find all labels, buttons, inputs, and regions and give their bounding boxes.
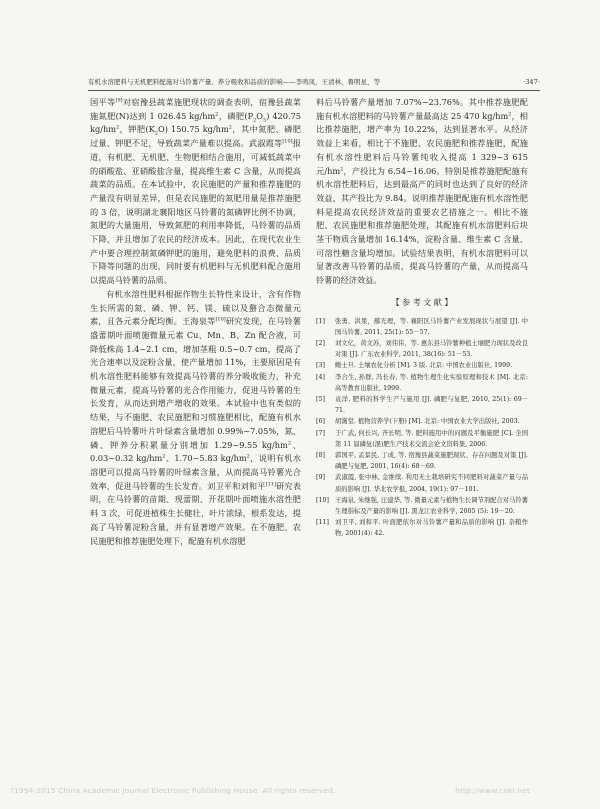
reference-text: 鲍士旦. 土壤农化分析 [M]. 3 版. 北京: 中国农业出版社, 1999.: [335, 362, 513, 370]
reference-item: [316, 517, 528, 539]
reference-number: [1]: [316, 317, 325, 325]
reference-number: [9]: [316, 474, 325, 482]
reference-text: 刘卫平, 刘和平. 叶面肥依尔对马铃薯产量和品质的影响 [J]. 杂粮作物, 2001(4): 42.: [335, 519, 528, 538]
reference-number: [3]: [316, 362, 325, 370]
reference-number: [4]: [316, 373, 325, 381]
reference-number: [10]: [316, 496, 329, 504]
reference-text: 武淑霞, 张中林, 金维续. 利用无土栽培研究不同肥料对蔬菜产量与品质的影响 [J]. 华北农学报, 2004, 19(1): 97－101.: [335, 474, 528, 493]
reference-item: [316, 338, 528, 360]
body-paragraph: 国平等[9]对宿豫县蔬菜施肥现状的调查表明，宿豫县蔬菜施氮肥(N)达到 1 026.45 $kg/hm^2$，磷肥$(P_2O_5)$ 420.75 $kg/hm^2$，钾肥$(K_2O)$ 150.75 $kg/hm^2$，其中氮肥、磷肥过量、钾肥不足，导致蔬菜产量难以提高。武淑霞等[10]报道，有机肥、无机肥、生物肥相结合施用，可减低蔬菜中的硝酸盐、亚硝酸盐含量，提高维生素 C 含量，从而提高蔬菜的品质。在本试验中，农民施肥的产量和推荐施肥的产量没有明显差异，但是农民施肥的氮肥用量是推荐施肥的 3 倍，说明湖北襄阳地区马铃薯的氮磷钾比例不协调，氮肥的大量施用，导致氮肥的利用率降低，马铃薯的品质下降，并且增加了农民的经济成本。因此，在现代农业生产中要合理控制氮磷钾肥的施用，避免肥料的浪费、品质下降等问题的出现，同时要有机肥料与无机肥料配合施用以提高马铃薯的品质。: [90, 97, 301, 286]
reference-text: 张勇，洪果，鄢光理，等. 襄阳区马铃薯产业发展现状与展望 [J]. 中国马铃薯, 2011, 25(1): 55－57.: [335, 317, 528, 336]
page-number: ·347·: [523, 78, 540, 86]
reference-item: [316, 372, 528, 394]
header-rule: [88, 90, 540, 91]
running-header: [88, 78, 540, 88]
reference-text: 袁洋. 肥料的科学生产与施用 [J]. 磷肥与复肥, 2010, 25(1): 69－71.: [335, 395, 528, 415]
page-footer: [10, 786, 590, 795]
reference-text: 王海泉, 朱继强, 汪建华, 等. 微量元素与植物生长调节剂配合对马铃薯生理指标及产量的影响 [J]. 黑龙江农业科学, 2005 (5): 19－20.: [335, 496, 528, 515]
references-heading: 【 参 考 文 献 】: [391, 297, 453, 307]
reference-text: 李合生, 孙群, 冯长春, 等. 植物生理生化实验原理和技术 [M]. 北京: 高等教育出版社, 1999.: [335, 373, 528, 392]
body-paragraph: 有机水溶性肥料根据作物生长特性来设计，含有作物生长所需的氮、磷、钾、钙、镁、硫以及螯合态微量元素，且各元素分配均衡。王海泉等[10]研究发现，在马铃薯盛蕾期叶面喷施微量元素 Cu、Mn、B、Zn 配合液，可降低株高 1.4~2.1 cm，增加茎粗 0.5~0.7 cm，提高了光合速率以及淀粉含量，使产量增加 11%，主要原因是有机水溶性肥料能够有效提高马铃薯的养分吸收能力，补充微量元素，提高马铃薯的光合作用能力，促进马铃薯的生长发育，从而达到增产增收的效果。本试验中也有类似的结果，与不施肥、农民施肥和习惯施肥相比，配施有机水溶肥后马铃薯叶片叶绿素含量增加 0.99%~7.05%，氮、磷、钾养分积累量分别增加 1.29~9.55 $kg/hm^2$、0.03~0.32 $kg/hm^2$、1.70~5.83 $kg/hm^2$，说明有机水溶肥可以提高马铃薯的叶绿素含量，从而提高马铃薯光合效率，促进马铃薯的生长发育。刘卫平和刘和平[11]研究表明，在马铃薯的苗期、现蕾期、开花期叶面喷施水溶性肥料 3 次，可促进植株生长健壮，叶片浓绿，根系发达，提高了马铃薯淀粉含量，并有显著增产效果。在不施肥、农民施肥和推荐施肥处理下，配施有机水溶肥: [90, 288, 302, 546]
reference-text: 于广武, 何长兴, 齐长明, 等. 肥料施用中的问题及平衡施肥 [C]. 全国第 11 届磷复(混)肥生产技术交流会论文资料集, 2006.: [335, 429, 528, 448]
reference-item: [316, 394, 528, 416]
reference-item: [316, 316, 528, 338]
right-column: [316, 96, 528, 540]
reference-item: [316, 495, 528, 517]
reference-number: [8]: [316, 451, 325, 459]
reference-number: [11]: [316, 519, 329, 527]
reference-text: 郭国平, 孟景民, 丁成, 等. 宿豫县蔬菜施肥现状、存在问题及对策 [J]. 磷肥与复肥, 2001, 16(4): 68－69.: [335, 451, 528, 471]
footer-url: http://www.cnki.net: [455, 786, 530, 795]
reference-number: [5]: [316, 395, 325, 403]
reference-number: [6]: [316, 418, 325, 426]
reference-item: [316, 472, 528, 494]
reference-text: 胡霭堂. 植物营养学(下册) [M]. 北京: 中国农业大学出版社, 2003.: [335, 418, 520, 426]
reference-number: [7]: [316, 429, 325, 437]
reference-item: [316, 360, 528, 371]
reference-item: [316, 428, 528, 450]
reference-item: [316, 416, 528, 427]
reference-list: [316, 316, 528, 540]
body-paragraph: 料后马铃薯产量增加 7.07%~23.76%。其中推荐施肥配施有机水溶肥料的马铃薯产量最高达 25 470 $kg/hm^2$，相比推荐施肥，增产率为 10.22%，达到显著水平。从经济效益上来看，相比于不施肥、农民施肥和推荐施肥，配施有机水溶性肥料后马铃薯纯收入提高 1 329~3 615 元$/hm^2$，产投比为 6.54~16.06。特别是推荐施肥配施有机水溶性肥料后，达到最高产的同时也达到了良好的经济效益，其产投比为 9.84。说明推荐施肥配施有机水溶性肥料是提高农民经济效益的重要农艺措施之一。相比不施肥、农民施肥和推荐施肥处理，其配施有机水溶肥料后块茎干物质含量增加 16.14%，淀粉含量、维生素 C 含量、可溶性糖含量均增加。试验结果表明，有机水溶肥料可以显著改善马铃薯的品质，提高马铃薯的产量，从而提高马铃薯的经济效益。: [316, 97, 528, 286]
footer-copyright: ?1994-2015 China Academic Journal Electronic Publishing House. All rights reserved.: [10, 786, 336, 795]
left-column: [90, 96, 301, 548]
reference-item: [316, 450, 528, 472]
reference-text: 刘文亿，黄文苏，刘伟伟，等. 惠东县马铃薯种植土壤肥力现状及改良对策 [J]. 广东农业科学, 2011, 38(16): 51－53.: [335, 339, 528, 359]
running-title: 有机水溶肥料与无机肥料配施对马铃薯产量、养分吸收和品质的影响——李鸣凤，王清林，鲁明星，等: [88, 78, 381, 86]
reference-number: [2]: [316, 339, 325, 347]
